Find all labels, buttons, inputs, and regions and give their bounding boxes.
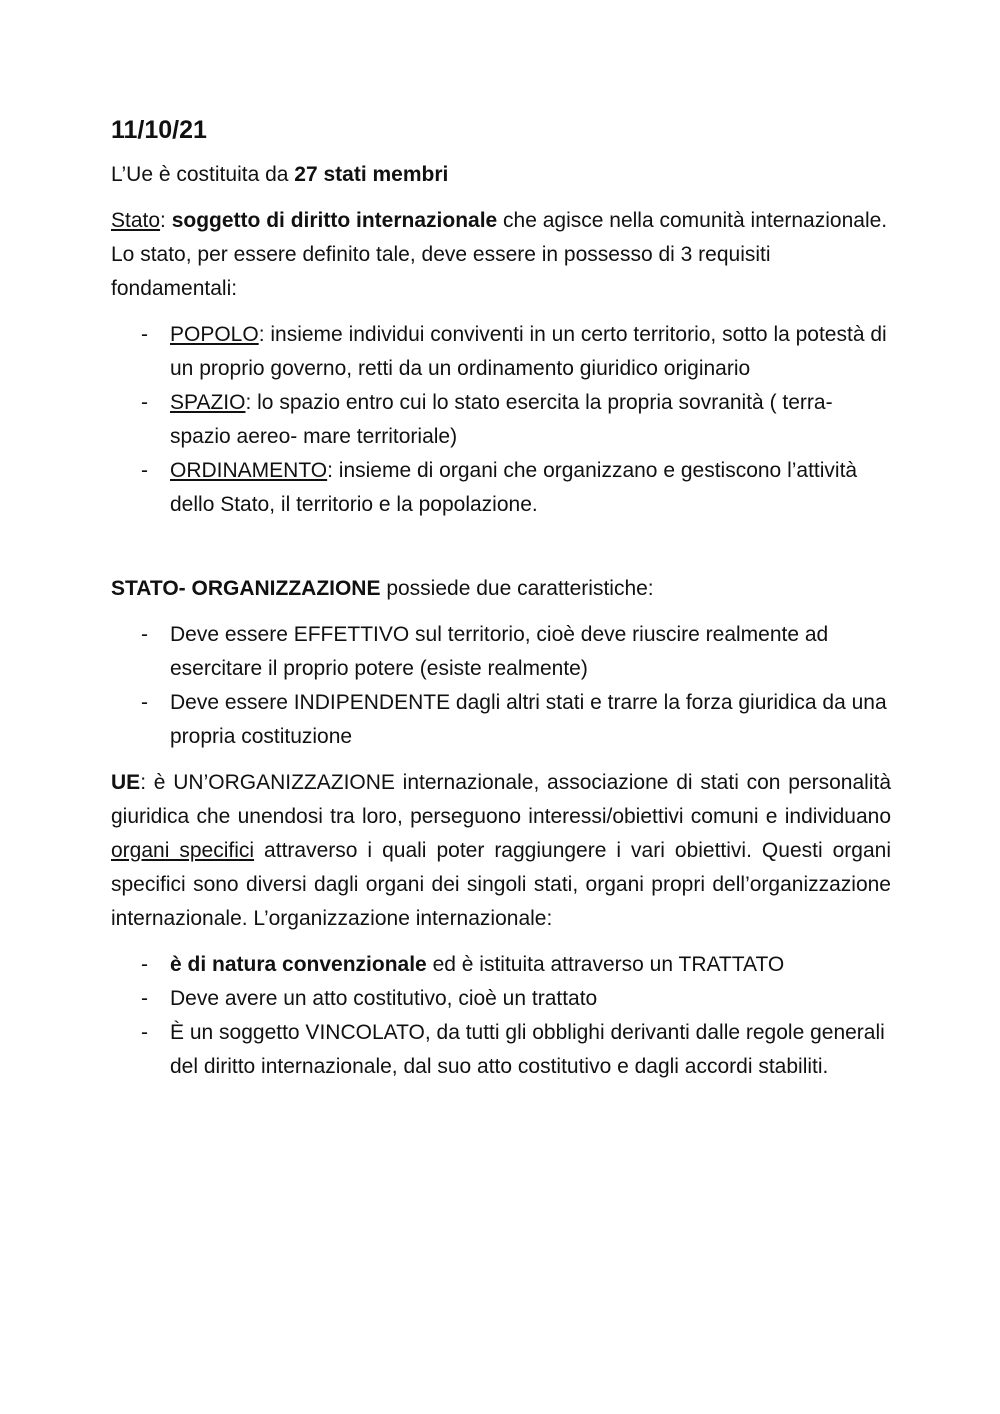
ue-text-2: attraverso i quali poter raggiungere i vari obiettivi. Questi organi specifici sono diversi dagli organi dei singoli stati, organi propri dell’organizzazione internazionale. L’organizzazione internazionale:: [111, 839, 891, 930]
stato-term: Stato: [111, 209, 161, 232]
ue-underline: organi specifici: [111, 839, 255, 862]
list-item: [111, 386, 891, 454]
org-item-text: Deve avere un atto costitutivo, cioè un trattato: [170, 987, 598, 1010]
date-heading: 11/10/21: [111, 116, 207, 144]
list-item: [111, 948, 891, 982]
stato-org-bold: STATO- ORGANIZZAZIONE: [111, 577, 381, 600]
org-item-text: ed è istituita attraverso un TRATTATO: [426, 953, 785, 976]
list-item: [111, 454, 891, 522]
stato-organizzazione-paragraph: [111, 572, 891, 606]
ue-definition: [111, 766, 891, 936]
ue-bold: UE: [111, 771, 141, 794]
list-item: [111, 1016, 891, 1084]
spacer: [111, 534, 891, 572]
list-item: - Deve essere EFFETTIVO sul territorio, cioè deve riuscire realmente ad esercitare il proprio potere (esiste realmente): [111, 618, 891, 686]
stato-definition: [111, 204, 891, 306]
caratteristiche-list: [111, 618, 891, 754]
intro-text: L’Ue è costituita da: [111, 163, 295, 186]
requisito-text: : lo spazio entro cui lo stato esercita la propria sovranità ( terra- spazio aereo- mare territoriale): [170, 391, 833, 448]
requisito-term: ORDINAMENTO: [170, 459, 328, 482]
intro-paragraph: [111, 158, 891, 192]
stato-bold: soggetto di diritto internazionale: [171, 209, 498, 232]
requisito-term: SPAZIO: [170, 391, 246, 414]
org-item-bold: è di natura convenzionale: [170, 953, 427, 976]
list-item: - Deve essere INDIPENDENTE dagli altri stati e trarre la forza giuridica da una propria costituzione: [111, 686, 891, 754]
list-item: [111, 318, 891, 386]
requisito-text: : insieme individui conviventi in un certo territorio, sotto la potestà di un proprio governo, retti da un ordinamento giuridico originario: [170, 323, 887, 380]
organizzazione-list: [111, 948, 891, 1084]
requisiti-list: [111, 318, 891, 522]
requisito-text: : insieme di organi che organizzano e gestiscono l’attività dello Stato, il territorio e la popolazione.: [170, 459, 858, 516]
stato-org-rest: possiede due caratteristiche:: [380, 577, 654, 600]
org-item-text: È un soggetto VINCOLATO, da tutti gli obblighi derivanti dalle regole generali del diritto internazionale, dal suo atto costitutivo e dagli accordi stabiliti.: [170, 1021, 885, 1078]
intro-bold: 27 stati membri: [294, 163, 449, 186]
document-page: [111, 112, 891, 1096]
stato-colon: :: [160, 209, 172, 232]
list-item: [111, 982, 891, 1016]
ue-text-1: : è UN’ORGANIZZAZIONE internazionale, associazione di stati con personalità giuridica che unendosi tra loro, perseguono interessi/obiettivi comuni e individuano: [111, 771, 891, 828]
requisito-term: POPOLO: [170, 323, 259, 346]
stato-rest: che agisce nella comunità internazionale. Lo stato, per essere definito tale, deve essere in possesso di 3 requisiti fondamentali:: [111, 209, 888, 300]
